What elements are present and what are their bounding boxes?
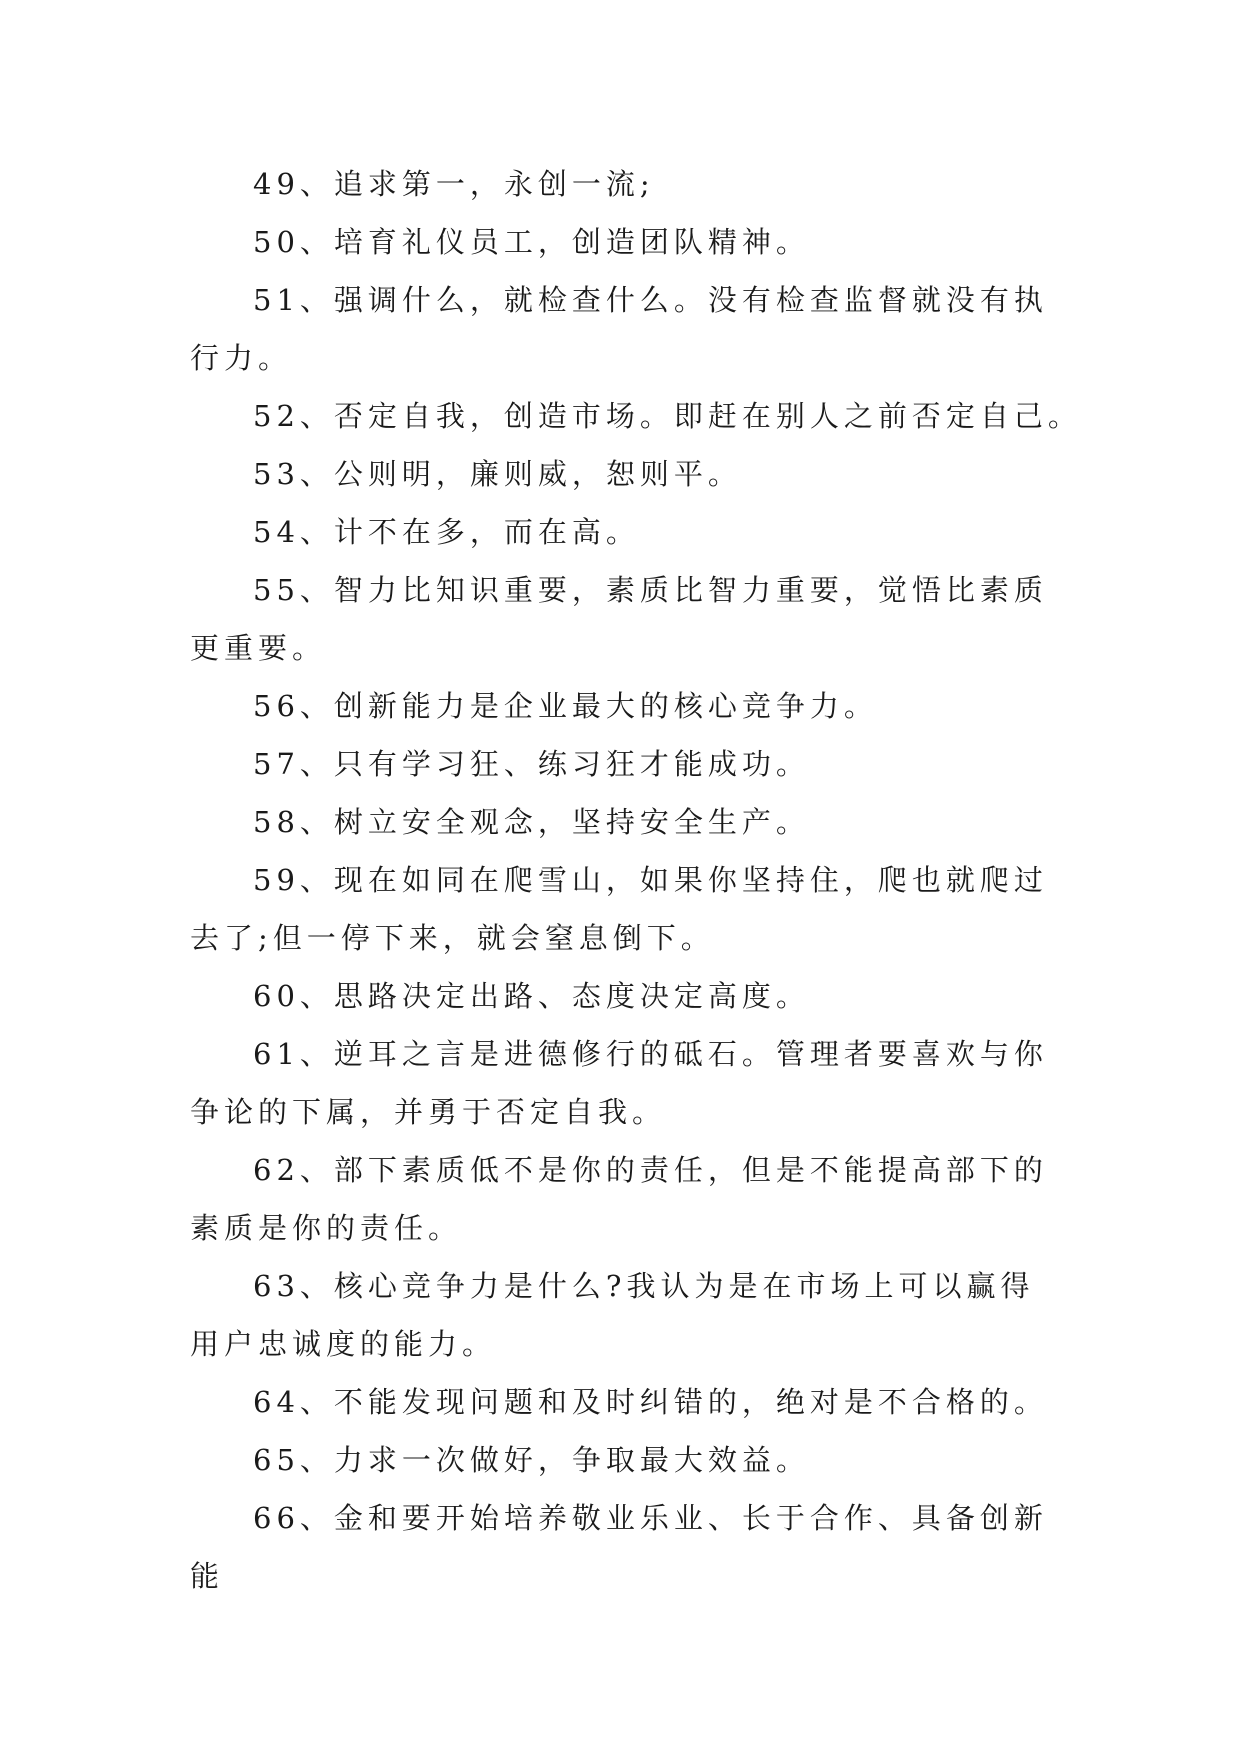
paragraph-65: 65、力求一次做好，争取最大效益。	[253, 1443, 810, 1477]
paragraph-56: 56、创新能力是企业最大的核心竞争力。	[253, 689, 878, 723]
paragraph-61: 61、逆耳之言是进德修行的砥石。管理者要喜欢与你争论的下属，并勇于否定自我。	[190, 1037, 1048, 1129]
paragraph-63: 63、核心竞争力是什么?我认为是在市场上可以赢得用户忠诚度的能力。	[190, 1269, 1035, 1361]
paragraph-59: 59、现在如同在爬雪山，如果你坚持住，爬也就爬过去了;但一停下来，就会窒息倒下。	[190, 863, 1048, 955]
paragraph-50: 50、培育礼仪员工，创造团队精神。	[253, 225, 810, 259]
paragraph-51: 51、强调什么，就检查什么。没有检查监督就没有执行力。	[190, 283, 1048, 375]
paragraph-60: 60、思路决定出路、态度决定高度。	[253, 979, 810, 1013]
document-body	[190, 155, 1082, 1605]
paragraph-62: 62、部下素质低不是你的责任，但是不能提高部下的素质是你的责任。	[190, 1153, 1048, 1245]
paragraph-49: 49、追求第一，永创一流;	[253, 167, 655, 201]
paragraph-57: 57、只有学习狂、练习狂才能成功。	[253, 747, 810, 781]
paragraph-66: 66、金和要开始培养敬业乐业、长于合作、具备创新能	[190, 1501, 1048, 1593]
paragraph-55: 55、智力比知识重要，素质比智力重要，觉悟比素质更重要。	[190, 573, 1048, 665]
paragraph-58: 58、树立安全观念，坚持安全生产。	[253, 805, 810, 839]
paragraph-54: 54、计不在多，而在高。	[253, 515, 640, 549]
paragraph-64: 64、不能发现问题和及时纠错的，绝对是不合格的。	[253, 1385, 1048, 1419]
paragraph-52: 52、否定自我，创造市场。即赶在别人之前否定自己。	[253, 399, 1082, 433]
paragraph-53: 53、公则明，廉则威，恕则平。	[253, 457, 742, 491]
